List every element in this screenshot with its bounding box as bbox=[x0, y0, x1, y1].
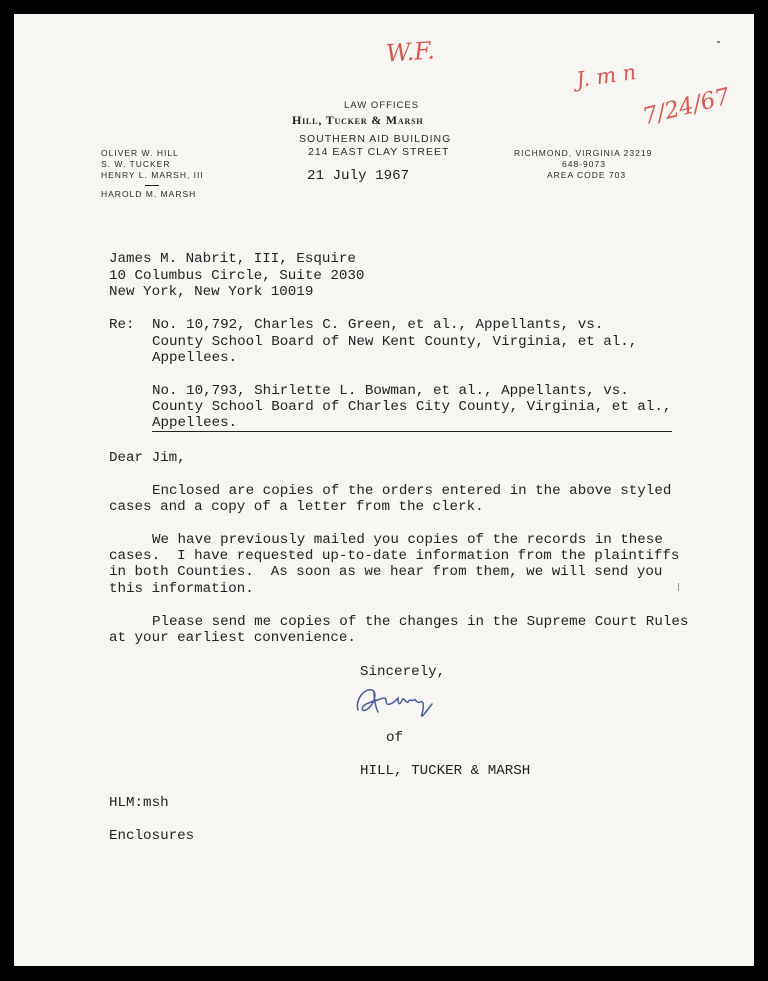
partner-name: OLIVER W. HILL bbox=[101, 148, 179, 158]
paragraph-line: Enclosed are copies of the orders entered in the above styled bbox=[152, 483, 672, 499]
reference-initials: HLM:msh bbox=[109, 795, 169, 811]
recipient-address-line: New York, New York 10019 bbox=[109, 284, 314, 300]
paragraph-line: at your earliest convenience. bbox=[109, 630, 356, 646]
closing-of: of bbox=[386, 730, 404, 746]
case-line: Appellees. bbox=[152, 350, 238, 366]
paragraph-line: cases. I have requested up-to-date information from the plaintiffs bbox=[109, 548, 680, 564]
handwritten-note: J. m n bbox=[574, 59, 638, 93]
partner-name: HENRY L. MARSH, III bbox=[101, 170, 204, 180]
case-line: No. 10,792, Charles C. Green, et al., Appellants, vs. bbox=[152, 317, 604, 333]
partner-name: S. W. TUCKER bbox=[101, 159, 171, 169]
paper-mark bbox=[678, 583, 679, 591]
letterhead-street: 214 EAST CLAY STREET bbox=[308, 146, 450, 158]
paragraph-line: cases and a copy of a letter from the clerk. bbox=[109, 499, 484, 515]
office-city: RICHMOND, VIRGINIA 23219 bbox=[514, 148, 653, 158]
case-line: No. 10,793, Shirlette L. Bowman, et al., Appellants, vs. bbox=[152, 383, 629, 399]
closing-sincerely: Sincerely, bbox=[360, 664, 446, 680]
paragraph-line: We have previously mailed you copies of the records in these bbox=[152, 532, 663, 548]
office-phone: 648-9073 bbox=[562, 159, 606, 169]
signature bbox=[352, 682, 442, 727]
recipient-address-line: 10 Columbus Circle, Suite 2030 bbox=[109, 268, 365, 284]
re-label: Re: bbox=[109, 317, 135, 333]
letterhead-label: LAW OFFICES bbox=[344, 100, 420, 111]
paragraph-line: Please send me copies of the changes in the Supreme Court Rules bbox=[152, 614, 689, 630]
letterhead-firm-name: Hill, Tucker & Marsh bbox=[292, 113, 424, 127]
paragraph-line: in both Counties. As soon as we hear from them, we will send you bbox=[109, 564, 663, 580]
letter-date: 21 July 1967 bbox=[307, 168, 410, 184]
salutation: Dear Jim, bbox=[109, 450, 186, 466]
paper-mark bbox=[717, 41, 720, 43]
re-underline bbox=[152, 431, 672, 432]
paragraph-line: this information. bbox=[109, 581, 254, 597]
handwritten-initials: W.F. bbox=[385, 36, 436, 68]
closing-firm: HILL, TUCKER & MARSH bbox=[360, 763, 531, 779]
enclosures-note: Enclosures bbox=[109, 828, 195, 844]
case-line: Appellees. bbox=[152, 415, 238, 431]
partner-divider bbox=[145, 185, 159, 186]
case-line: County School Board of Charles City County, Virginia, et al., bbox=[152, 399, 672, 415]
letter-page bbox=[14, 14, 754, 966]
recipient-name: James M. Nabrit, III, Esquire bbox=[109, 251, 356, 267]
letterhead-building: SOUTHERN AID BUILDING bbox=[299, 133, 452, 145]
case-line: County School Board of New Kent County, Virginia, et al., bbox=[152, 334, 638, 350]
office-area-code: AREA CODE 703 bbox=[547, 170, 627, 180]
associate-name: HAROLD M. MARSH bbox=[101, 189, 197, 199]
handwritten-date: 7/24/67 bbox=[640, 83, 733, 131]
